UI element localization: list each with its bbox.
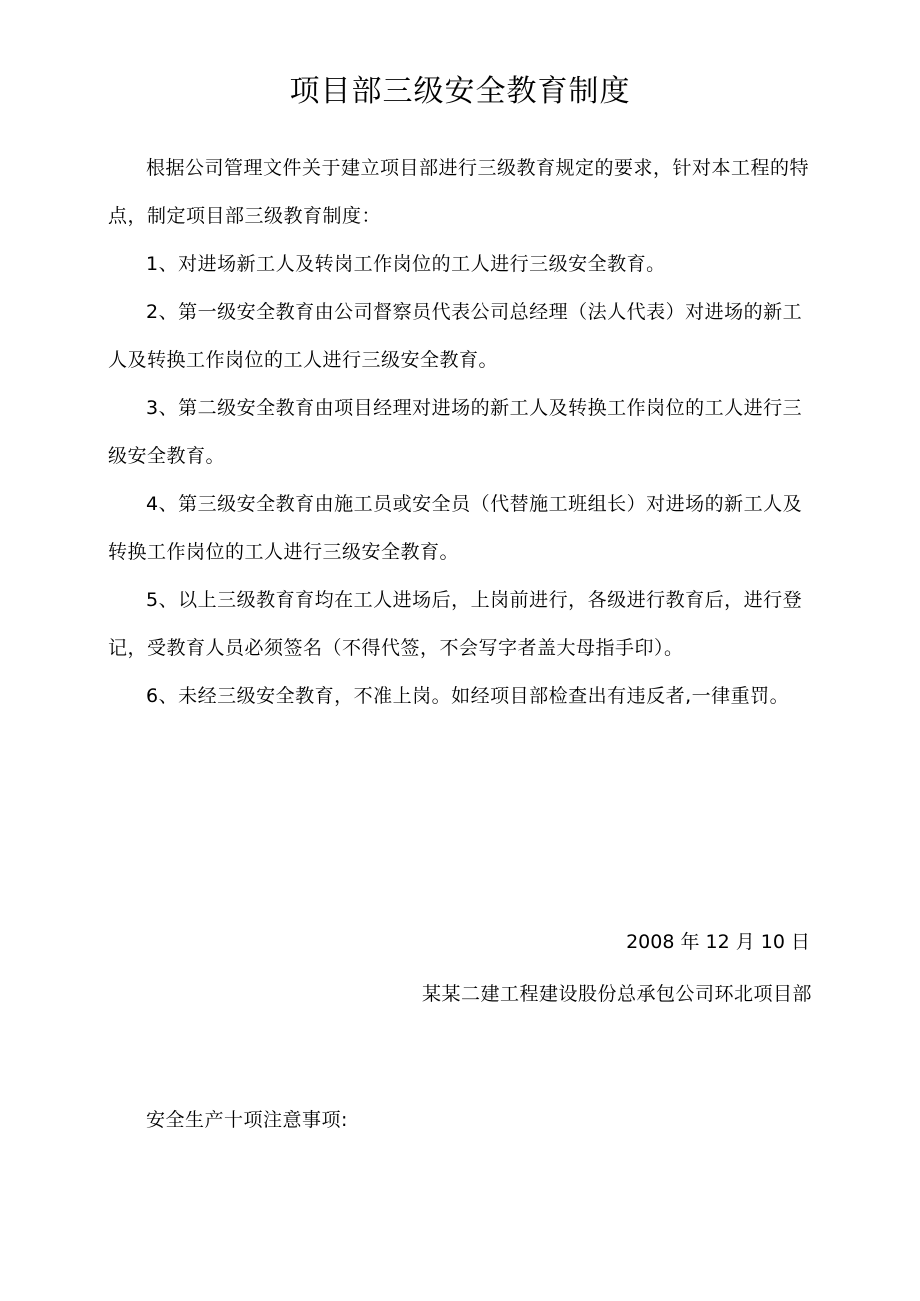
document-title: 项目部三级安全教育制度 [289,74,631,109]
rule-item-1: 1、对进场新工人及转岗工作岗位的工人进行三级安全教育。 [146,253,666,275]
document-body [108,144,820,720]
issuing-organization: 某某二建工程建设股份总承包公司环北项目部 [421,983,812,1005]
safety-notes-heading: 安全生产十项注意事项: [146,1109,348,1131]
rule-item-4: 4、第三级安全教育由施工员或安全员（代替施工班组长）对进场的新工人及转换工作岗位的工人进行三级安全教育。 [108,493,803,563]
rule-item-3: 3、第二级安全教育由项目经理对进场的新工人及转换工作岗位的工人进行三级安全教育。 [108,397,803,467]
document-date: 2008 年 12 月 10 日 [626,931,810,953]
rule-item-6: 6、未经三级安全教育，不准上岗。如经项目部检查出有违反者,一律重罚。 [146,685,790,707]
rule-item-5: 5、以上三级教育育均在工人进场后，上岗前进行，各级进行教育后，进行登记，受教育人员必须签名（不得代签，不会写字者盖大母指手印）。 [108,589,803,659]
intro-paragraph: 根据公司管理文件关于建立项目部进行三级教育规定的要求，针对本工程的特点，制定项目部三级教育制度： [108,157,810,227]
rule-item-2: 2、第一级安全教育由公司督察员代表公司总经理（法人代表）对进场的新工人及转换工作岗位的工人进行三级安全教育。 [108,301,803,371]
